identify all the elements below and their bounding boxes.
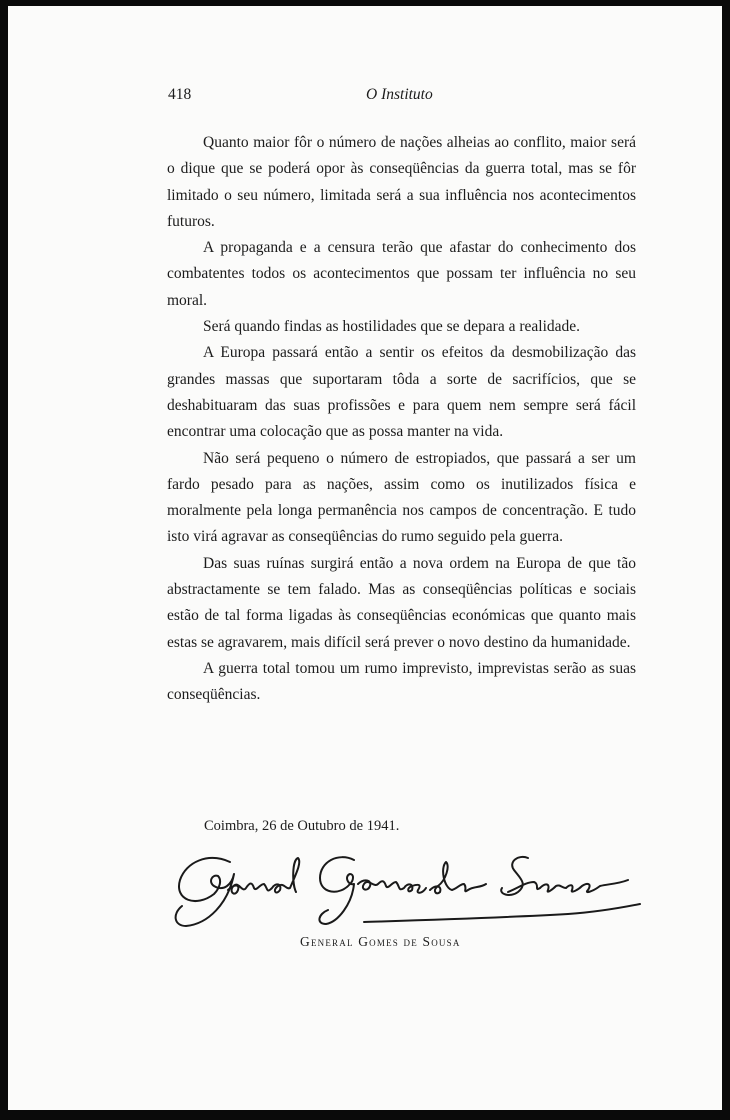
body-text <box>167 130 636 709</box>
running-title: O Instituto <box>366 86 433 103</box>
document-page <box>8 6 722 1110</box>
paragraph: A Europa passará então a sentir os efeitos da desmobilização das grandes massas que suportaram tôda a sorte de sacrifícios, que se deshabituaram das suas profissões e para quem nem sempre será fácil encontrar uma colocação que as possa manter na vida. <box>167 344 636 441</box>
handwritten-signature <box>168 844 668 939</box>
paragraph: Quanto maior fôr o número de nações alheias ao conflito, maior será o dique que se poderá opor às conseqüências da guerra total, mas se fôr limitado o seu número, limitada será a sua influência nos acontecimentos futuros. <box>167 134 636 230</box>
dateline: Coimbra, 26 de Outubro de 1941. <box>204 818 400 834</box>
paragraph: A propaganda e a censura terão que afastar do conhecimento dos combatentes todos os acontecimentos que possam ter influência no seu moral. <box>167 239 636 309</box>
page-number: 418 <box>168 86 192 103</box>
paragraph: Não será pequeno o número de estropiados, que passará a ser um fardo pesado para as nações, assim como os inutilizados física e moralmente pela longa permanência nos campos de concentração. E tudo isto virá agravar as conseqüências do rumo seguido pela guerra. <box>167 449 636 546</box>
signatory-name: General Gomes de Sousa <box>300 934 461 949</box>
paragraph: A guerra total tomou um rumo imprevisto, imprevistas serão as suas conseqüências. <box>167 659 636 704</box>
paragraph: Das suas ruínas surgirá então a nova ordem na Europa de que tão abstractamente se tem falado. Mas as conseqüências políticas e sociais estão de tal forma ligadas às conseqüências económicas que quanto mais estas se agravarem, mais difícil será prever o novo destino da humanidade. <box>167 554 636 651</box>
signature-icon <box>168 844 668 939</box>
paragraph: Será quando findas as hostilidades que se depara a realidade. <box>203 318 581 336</box>
